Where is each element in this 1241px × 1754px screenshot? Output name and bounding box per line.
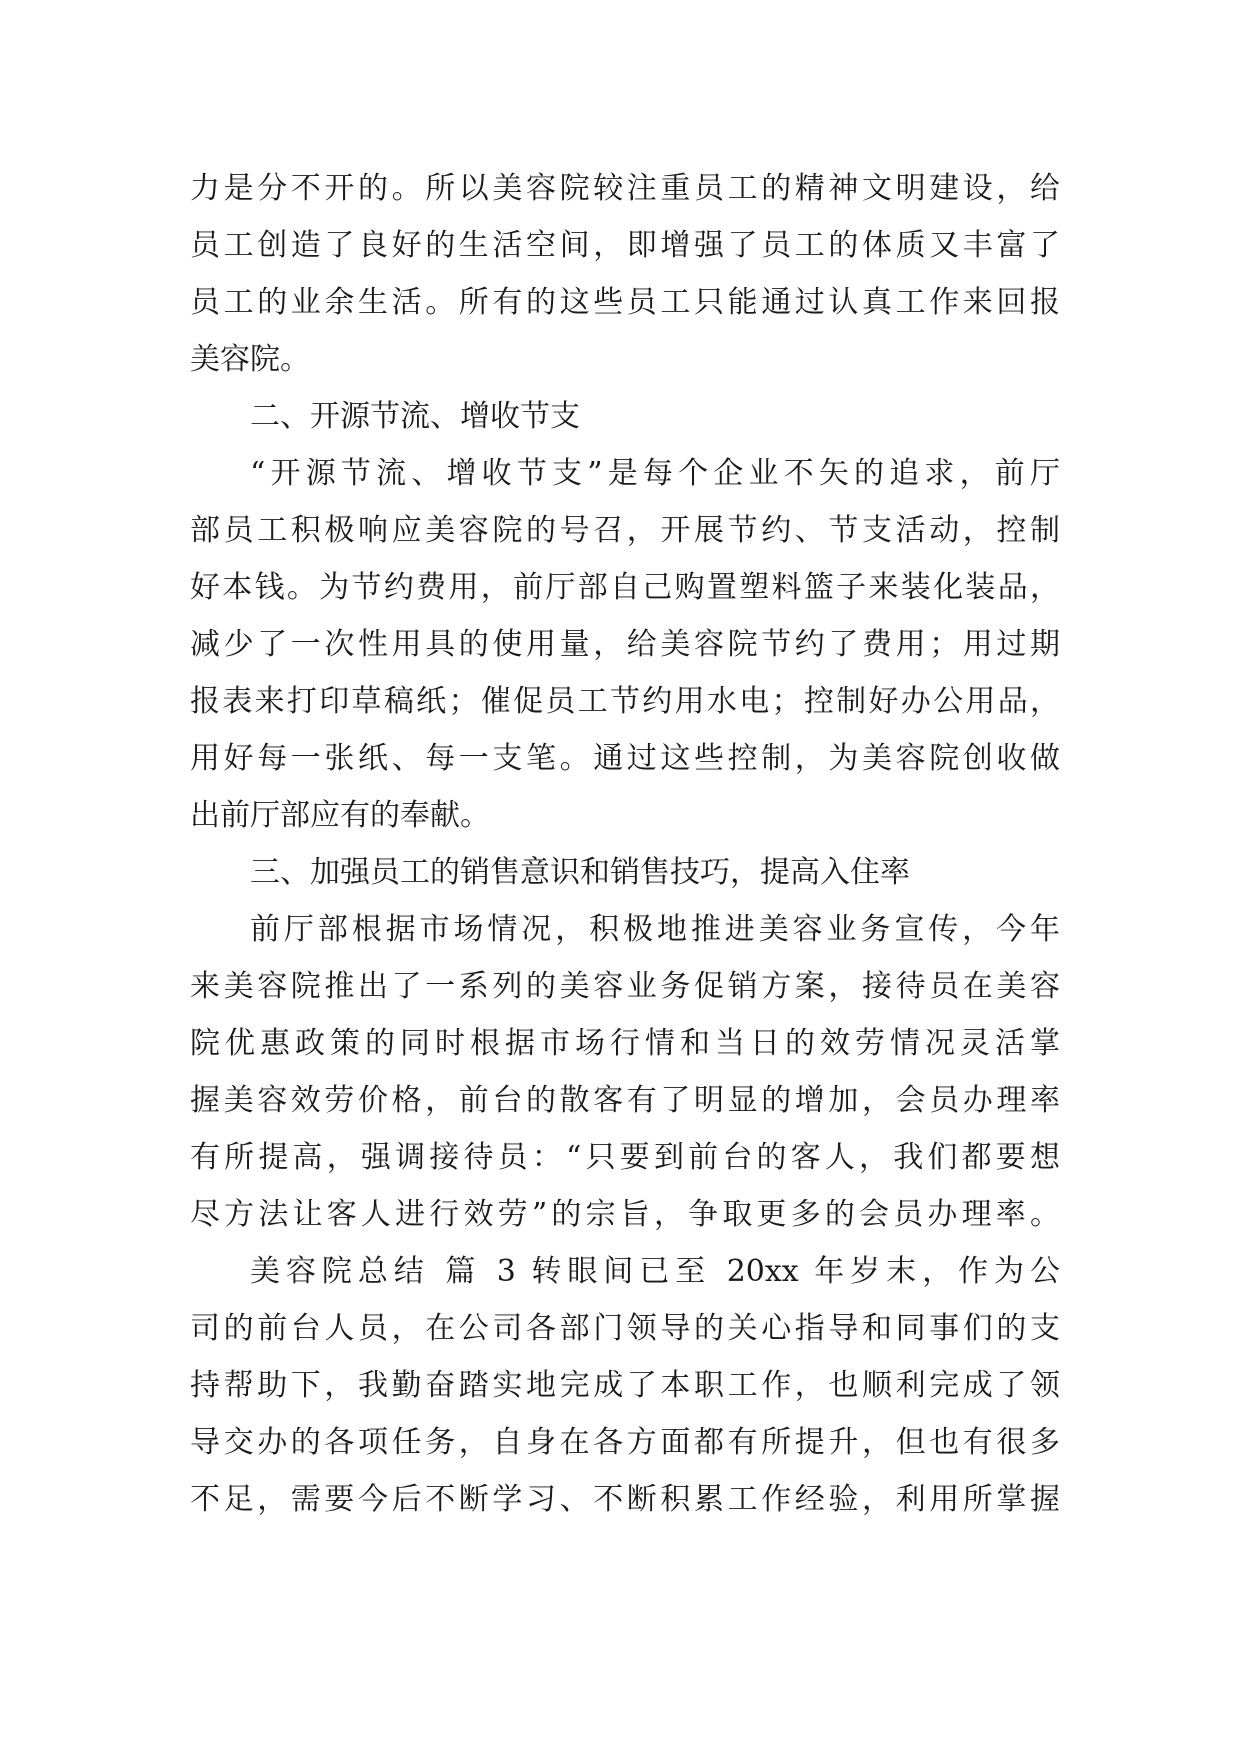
text-line: 二、开源节流、增收节支 xyxy=(250,399,580,434)
text-line: 员工创造了良好的生活空间，即增强了员工的体质又丰富了 xyxy=(190,228,1060,263)
text-line: 部员工积极响应美容院的号召，开展节约、节支活动，控制 xyxy=(190,513,1060,548)
text-line: 院优惠政策的同时根据市场行情和当日的效劳情况灵活掌 xyxy=(190,1026,1060,1061)
text-line: 有所提高，强调接待员：“只要到前台的客人，我们都要想 xyxy=(190,1140,1060,1175)
text-line: “开源节流、增收节支”是每个企业不矢的追求，前厅 xyxy=(250,456,1060,491)
text-line: 司的前台人员，在公司各部门领导的关心指导和同事们的支 xyxy=(190,1311,1060,1346)
text-line: 减少了一次性用具的使用量，给美容院节约了费用；用过期 xyxy=(190,627,1060,662)
text-line: 美容院总结 篇 3 转眼间已至 20xx 年岁末，作为公 xyxy=(250,1254,1060,1289)
text-line: 握美容效劳价格，前台的散客有了明显的增加，会员办理率 xyxy=(190,1083,1060,1118)
text-line: 不足，需要今后不断学习、不断积累工作经验，利用所掌握 xyxy=(190,1482,1060,1517)
document-body xyxy=(190,160,1060,1528)
text-line: 用好每一张纸、每一支笔。通过这些控制，为美容院创收做 xyxy=(190,741,1060,776)
text-line: 持帮助下，我勤奋踏实地完成了本职工作，也顺利完成了领 xyxy=(190,1368,1060,1403)
text-line: 三、加强员工的销售意识和销售技巧，提高入住率 xyxy=(250,855,910,890)
text-line: 导交办的各项任务，自身在各方面都有所提升，但也有很多 xyxy=(190,1425,1060,1460)
text-line: 好本钱。为节约费用，前厅部自己购置塑料篮子来装化装品， xyxy=(190,570,1060,605)
text-line: 员工的业余生活。所有的这些员工只能通过认真工作来回报 xyxy=(190,285,1060,320)
text-line: 尽方法让客人进行效劳”的宗旨，争取更多的会员办理率。 xyxy=(190,1197,1060,1232)
text-line: 报表来打印草稿纸；催促员工节约用水电；控制好办公用品， xyxy=(190,684,1060,719)
text-line: 来美容院推出了一系列的美容业务促销方案，接待员在美容 xyxy=(190,969,1060,1004)
text-line: 美容院。 xyxy=(190,342,310,377)
text-line: 前厅部根据市场情况，积极地推进美容业务宣传，今年 xyxy=(250,912,1060,947)
text-line: 出前厅部应有的奉献。 xyxy=(190,798,490,833)
text-line: 力是分不开的。所以美容院较注重员工的精神文明建设，给 xyxy=(190,171,1060,206)
